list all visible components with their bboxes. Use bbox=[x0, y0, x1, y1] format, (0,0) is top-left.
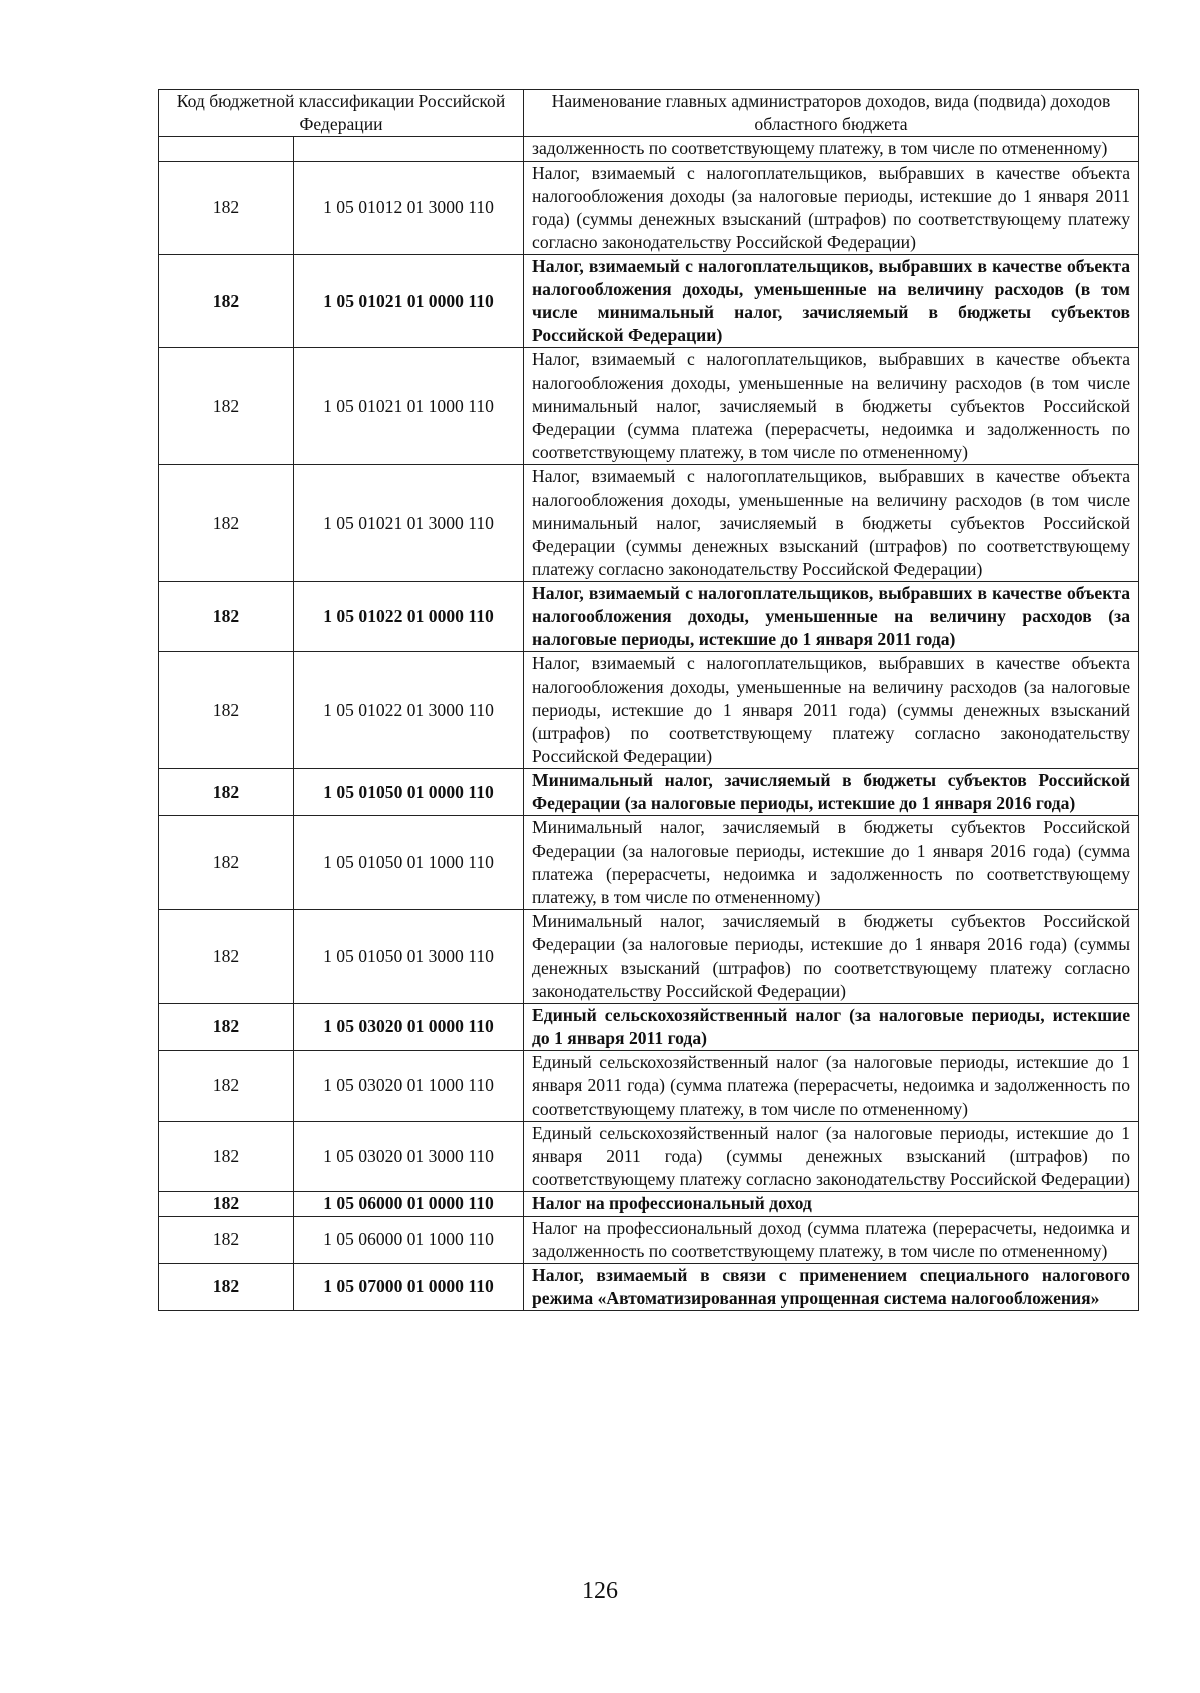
income-name-cell: Налог на профессиональный доход bbox=[524, 1192, 1139, 1216]
table-row bbox=[159, 465, 1139, 582]
income-name-cell: Единый сельскохозяйственный налог (за налоговые периоды, истекшие до 1 января 2011 года) bbox=[524, 1004, 1139, 1051]
income-name-cell: Налог, взимаемый с налогоплательщиков, выбравших в качестве объекта налогообложения доходы (за налоговые периоды, истекшие до 1 января 2011 года) (суммы денежных взысканий (штрафов) по соответствующему платежу согласно законодательству Российской Федерации) bbox=[524, 161, 1139, 255]
table-row bbox=[159, 816, 1139, 910]
table-row bbox=[159, 652, 1139, 769]
admin-code-cell: 182 bbox=[159, 161, 294, 255]
budget-code-cell: 1 05 01050 01 3000 110 bbox=[294, 910, 524, 1004]
admin-code-cell bbox=[159, 137, 294, 161]
budget-code-cell: 1 05 01012 01 3000 110 bbox=[294, 161, 524, 255]
income-name-cell: Единый сельскохозяйственный налог (за налоговые периоды, истекшие до 1 января 2011 года) (суммы денежных взысканий (штрафов) по соответствующему платежу согласно законодательству Российской Федерации) bbox=[524, 1121, 1139, 1192]
income-name-cell: Единый сельскохозяйственный налог (за налоговые периоды, истекшие до 1 января 2011 года) (сумма платежа (перерасчеты, недоимка и задолженность по соответствующему платежу, в том числе по отмененному) bbox=[524, 1051, 1139, 1122]
table-row bbox=[159, 582, 1139, 652]
header-administrator-name: Наименование главных администраторов доходов, вида (подвида) доходов областного бюджета bbox=[524, 90, 1139, 137]
budget-code-cell: 1 05 06000 01 0000 110 bbox=[294, 1192, 524, 1216]
budget-code-cell: 1 05 01022 01 0000 110 bbox=[294, 582, 524, 652]
table-row bbox=[159, 769, 1139, 816]
admin-code-cell: 182 bbox=[159, 910, 294, 1004]
admin-code-cell: 182 bbox=[159, 348, 294, 465]
table-row bbox=[159, 137, 1139, 161]
admin-code-cell: 182 bbox=[159, 582, 294, 652]
admin-code-cell: 182 bbox=[159, 1051, 294, 1122]
budget-code-cell: 1 05 01021 01 1000 110 bbox=[294, 348, 524, 465]
table-row bbox=[159, 348, 1139, 465]
page-number: 126 bbox=[582, 1578, 618, 1604]
admin-code-cell: 182 bbox=[159, 1004, 294, 1051]
budget-code-cell: 1 05 01021 01 3000 110 bbox=[294, 465, 524, 582]
income-name-cell: Налог, взимаемый с налогоплательщиков, выбравших в качестве объекта налогообложения доходы, уменьшенные на величину расходов (за налоговые периоды, истекшие до 1 января 2011 года) (суммы денежных взысканий (штрафов) по соответствующему платежу согласно законодательству Российской Федерации) bbox=[524, 652, 1139, 769]
income-name-cell: Минимальный налог, зачисляемый в бюджеты субъектов Российской Федерации (за налоговые периоды, истекшие до 1 января 2016 года) (суммы денежных взысканий (штрафов) по соответствующему платежу согласно законодательству Российской Федерации) bbox=[524, 910, 1139, 1004]
income-name-cell: Налог на профессиональный доход (сумма платежа (перерасчеты, недоимка и задолженность по соответствующему платежу, в том числе по отмененному) bbox=[524, 1216, 1139, 1263]
budget-code-cell: 1 05 03020 01 0000 110 bbox=[294, 1004, 524, 1051]
budget-classification-table bbox=[158, 89, 1139, 1311]
table-row bbox=[159, 255, 1139, 348]
budget-code-cell: 1 05 01050 01 1000 110 bbox=[294, 816, 524, 910]
budget-code-cell: 1 05 07000 01 0000 110 bbox=[294, 1263, 524, 1310]
admin-code-cell: 182 bbox=[159, 1216, 294, 1263]
income-name-cell: Налог, взимаемый с налогоплательщиков, выбравших в качестве объекта налогообложения доходы, уменьшенные на величину расходов (в том числе минимальный налог, зачисляемый в бюджеты субъектов Российской Федерации (сумма платежа (перерасчеты, недоимка и задолженность по соответствующему платежу, в том числе по отмененному) bbox=[524, 348, 1139, 465]
income-name-cell: Налог, взимаемый в связи с применением специального налогового режима «Автоматизированная упрощенная система налогообложения» bbox=[524, 1263, 1139, 1310]
income-name-cell: Минимальный налог, зачисляемый в бюджеты субъектов Российской Федерации (за налоговые периоды, истекшие до 1 января 2016 года) (сумма платежа (перерасчеты, недоимка и задолженность по соответствующему платежу, в том числе по отмененному) bbox=[524, 816, 1139, 910]
table-row bbox=[159, 161, 1139, 255]
table-header-row bbox=[159, 90, 1139, 137]
table-row bbox=[159, 910, 1139, 1004]
budget-code-cell bbox=[294, 137, 524, 161]
income-name-cell: Налог, взимаемый с налогоплательщиков, выбравших в качестве объекта налогообложения доходы, уменьшенные на величину расходов (в том числе минимальный налог, зачисляемый в бюджеты субъектов Российской Федерации) bbox=[524, 255, 1139, 348]
admin-code-cell: 182 bbox=[159, 1192, 294, 1216]
income-name-cell: Налог, взимаемый с налогоплательщиков, выбравших в качестве объекта налогообложения доходы, уменьшенные на величину расходов (в том числе минимальный налог, зачисляемый в бюджеты субъектов Российской Федерации (суммы денежных взысканий (штрафов) по соответствующему платежу согласно законодательству Российской Федерации) bbox=[524, 465, 1139, 582]
table-row bbox=[159, 1216, 1139, 1263]
header-budget-code: Код бюджетной классификации Российской Федерации bbox=[159, 90, 524, 137]
budget-code-cell: 1 05 01021 01 0000 110 bbox=[294, 255, 524, 348]
table-row bbox=[159, 1051, 1139, 1122]
budget-code-cell: 1 05 03020 01 1000 110 bbox=[294, 1051, 524, 1122]
admin-code-cell: 182 bbox=[159, 769, 294, 816]
admin-code-cell: 182 bbox=[159, 652, 294, 769]
table-body bbox=[159, 137, 1139, 1311]
table-row bbox=[159, 1121, 1139, 1192]
admin-code-cell: 182 bbox=[159, 465, 294, 582]
table-row bbox=[159, 1004, 1139, 1051]
income-name-cell: Минимальный налог, зачисляемый в бюджеты субъектов Российской Федерации (за налоговые периоды, истекшие до 1 января 2016 года) bbox=[524, 769, 1139, 816]
admin-code-cell: 182 bbox=[159, 1263, 294, 1310]
admin-code-cell: 182 bbox=[159, 255, 294, 348]
admin-code-cell: 182 bbox=[159, 816, 294, 910]
budget-code-cell: 1 05 06000 01 1000 110 bbox=[294, 1216, 524, 1263]
table-row bbox=[159, 1192, 1139, 1216]
budget-code-cell: 1 05 03020 01 3000 110 bbox=[294, 1121, 524, 1192]
budget-code-cell: 1 05 01022 01 3000 110 bbox=[294, 652, 524, 769]
budget-code-cell: 1 05 01050 01 0000 110 bbox=[294, 769, 524, 816]
income-name-cell: Налог, взимаемый с налогоплательщиков, выбравших в качестве объекта налогообложения доходы, уменьшенные на величину расходов (за налоговые периоды, истекшие до 1 января 2011 года) bbox=[524, 582, 1139, 652]
table-row bbox=[159, 1263, 1139, 1310]
income-name-cell: задолженность по соответствующему платежу, в том числе по отмененному) bbox=[524, 137, 1139, 161]
admin-code-cell: 182 bbox=[159, 1121, 294, 1192]
